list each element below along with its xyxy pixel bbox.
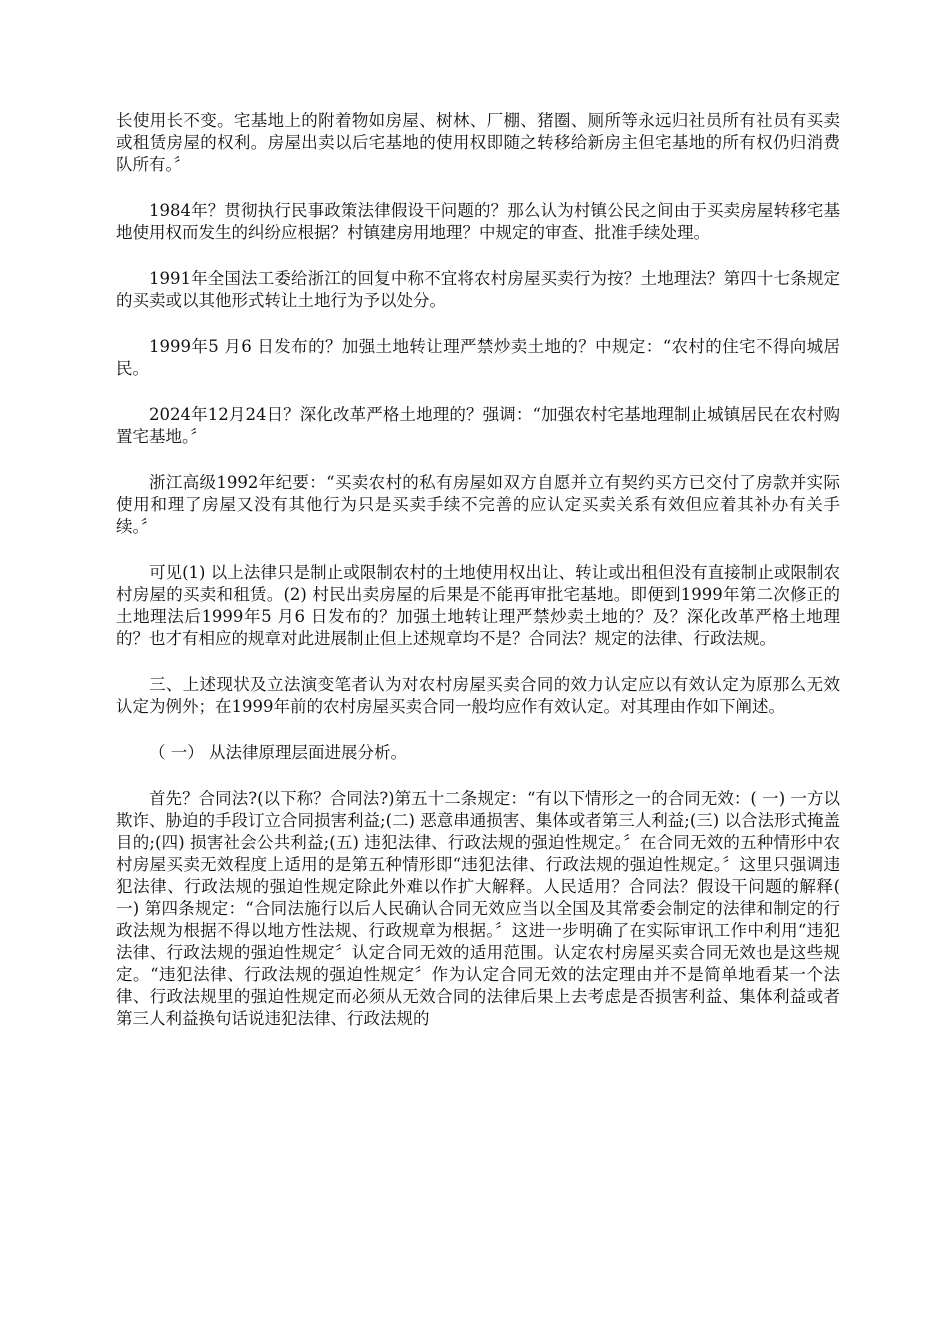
paragraph-section-three: 三、上述现状及立法演变笔者认为对农村房屋买卖合同的效力认定应以有效认定为原那么无效认定为例外；在1999年前的农村房屋买卖合同一般均应作有效认定。对其理由作如下阐述。: [116, 675, 840, 716]
document-body: [116, 110, 840, 1030]
paragraph-summary: 可见(1) 以上法律只是制止或限制农村的土地使用权出让、转让或出租但没有直接制止或限制农村房屋的买卖和租赁。(2) 村民出卖房屋的后果是不能再审批宅基地。即便到1999年第二次修正的土地理法后1999年5 月6 日发布的？加强土地转让理严禁炒卖土地的？及？深化改革严格土地理的？也才有相应的规章对此进展制止但上述规章均不是？合同法？规定的法律、行政法规。: [116, 563, 840, 648]
paragraph-contract-law-analysis: 首先？合同法?(以下称？合同法?)第五十二条规定：“有以下情形之一的合同无效：( 一) 一方以欺诈、胁迫的手段订立合同损害利益;(二) 恶意串通损害、集体或者第三人利益;(三) 以合法形式掩盖目的;(四) 损害社会公共利益;(五) 违犯法律、行政法规的强迫性规定。〞在合同无效的五种情形中农村房屋买卖无效程度上适用的是第五种情形即“违犯法律、行政法规的强迫性规定。〞这里只强调违犯法律、行政法规的强迫性规定除此外难以作扩大解释。人民适用？合同法？假设干问题的解释( 一) 第四条规定：“合同法施行以后人民确认合同无效应当以全国及其常委会制定的法律和制定的行政法规为根据不得以地方性法规、行政规章为根据。〞这进一步明确了在实际审讯工作中利用“违犯法律、行政法规的强迫性规定〞认定合同无效的适用范围。认定农村房屋买卖合同无效也是这些规定。“违犯法律、行政法规的强迫性规定〞作为认定合同无效的法定理由并不是简单地看某一个法律、行政法规里的强迫性规定而必须从无效合同的法律后果上去考虑是否损害利益、集体利益或者第三人利益换句话说违犯法律、行政法规的: [116, 789, 840, 1028]
paragraph-continuation: 长使用长不变。宅基地上的附着物如房屋、树林、厂棚、猪圈、厕所等永远归社员所有社员有买卖或租赁房屋的权利。房屋出卖以后宅基地的使用权即随之转移给新房主但宅基地的所有权仍归消费队所有。〞: [116, 111, 840, 174]
paragraph-zhejiang-1992: 浙江高级1992年纪要：“买卖农村的私有房屋如双方自愿并立有契约买方已交付了房款并实际使用和理了房屋又没有其他行为只是买卖手续不完善的应认定买卖关系有效但应着其补办有关手续。〞: [116, 473, 840, 536]
paragraph-1999-notice: 1999年5 月6 日发布的？加强土地转让理严禁炒卖土地的？中规定：“农村的住宅不得向城居民。: [116, 337, 840, 378]
subheading-legal-principle: （ 一） 从法律原理层面进展分析。: [149, 743, 407, 762]
paragraph-2024-decision: 2024年12月24日？深化改革严格土地理的？强调：“加强农村宅基地理制止城镇居民在农村购置宅基地。〞: [116, 405, 840, 446]
paragraph-1991-reply: 1991年全国法工委给浙江的回复中称不宜将农村房屋买卖行为按？土地理法？第四十七条规定的买卖或以其他形式转让土地行为予以处分。: [116, 269, 840, 310]
paragraph-1984-policy: 1984年？贯彻执行民事政策法律假设干问题的？那么认为村镇公民之间由于买卖房屋转移宅基地使用权而发生的纠纷应根据？村镇建房用地理？中规定的审查、批准手续处理。: [116, 201, 840, 242]
